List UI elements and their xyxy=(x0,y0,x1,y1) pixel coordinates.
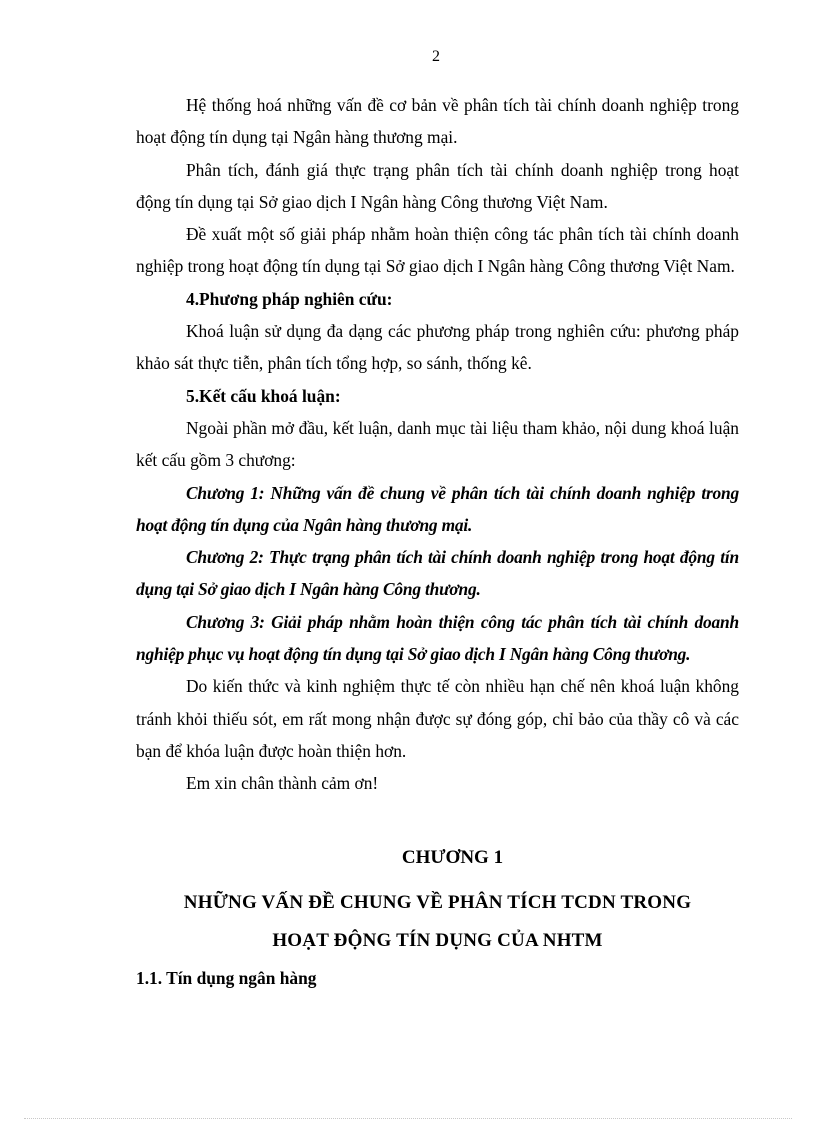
closing-paragraph: Do kiến thức và kinh nghiệm thực tế còn nhiều hạn chế nên khoá luận không tránh khỏi thiếu sót, em rất mong nhận được sự đóng góp, chỉ bảo của thầy cô và các bạn để khóa luận được hoàn thiện hơn. xyxy=(136,676,739,761)
thanks-line: Em xin chân thành cảm ơn! xyxy=(186,773,379,794)
chapter-2-summary: Chương 2: Thực trạng phân tích tài chính doanh nghiệp trong hoạt động tín dụng tại Sở giao dịch I Ngân hàng Công thương. xyxy=(136,547,739,600)
chapter-1-summary: Chương 1: Những vấn đề chung về phân tích tài chính doanh nghiệp trong hoạt động tín dụng của Ngân hàng thương mại. xyxy=(136,482,739,535)
objective-paragraph-3: Đề xuất một số giải pháp nhằm hoàn thiện công tác phân tích tài chính doanh nghiệp trong hoạt động tín dụng tại Sở giao dịch I Ngân hàng Công thương Việt Nam. xyxy=(136,224,739,277)
chapter-title-line-1: NHỮNG VẤN ĐỀ CHUNG VỀ PHÂN TÍCH TCDN TRONG xyxy=(183,891,692,913)
methods-paragraph: Khoá luận sử dụng đa dạng các phương pháp trong nghiên cứu: phương pháp khảo sát thực tiễn, phân tích tổng hợp, so sánh, thống kê. xyxy=(136,321,739,374)
document-body xyxy=(136,89,739,994)
heading-research-methods: 4.Phương pháp nghiên cứu: xyxy=(186,288,393,309)
objective-paragraph-1: Hệ thống hoá những vấn đề cơ bản về phân tích tài chính doanh nghiệp trong hoạt động tín dụng tại Ngân hàng thương mại. xyxy=(136,95,739,148)
chapter-3-summary: Chương 3: Giải pháp nhằm hoàn thiện công tác phân tích tài chính doanh nghiệp phục vụ hoạt động tín dụng tại Sở giao dịch I Ngân hàng Công thương. xyxy=(136,611,739,665)
chapter-title-line-2: HOẠT ĐỘNG TÍN DỤNG CỦA NHTM xyxy=(272,929,603,951)
heading-thesis-structure: 5.Kết cấu khoá luận: xyxy=(186,385,341,406)
section-heading: 1.1. Tín dụng ngân hàng xyxy=(136,967,317,988)
objective-paragraph-2: Phân tích, đánh giá thực trạng phân tích tài chính doanh nghiệp trong hoạt động tín dụng tại Sở giao dịch I Ngân hàng Công thương Việt Nam. xyxy=(136,159,739,212)
page-bottom-divider xyxy=(24,1118,792,1119)
structure-intro-paragraph: Ngoài phần mở đầu, kết luận, danh mục tài liệu tham khảo, nội dung khoá luận kết cấu gồm 3 chương: xyxy=(136,417,739,471)
page-number: 2 xyxy=(432,48,440,65)
chapter-label: CHƯƠNG 1 xyxy=(401,846,504,868)
chapter-heading-block xyxy=(136,842,739,960)
